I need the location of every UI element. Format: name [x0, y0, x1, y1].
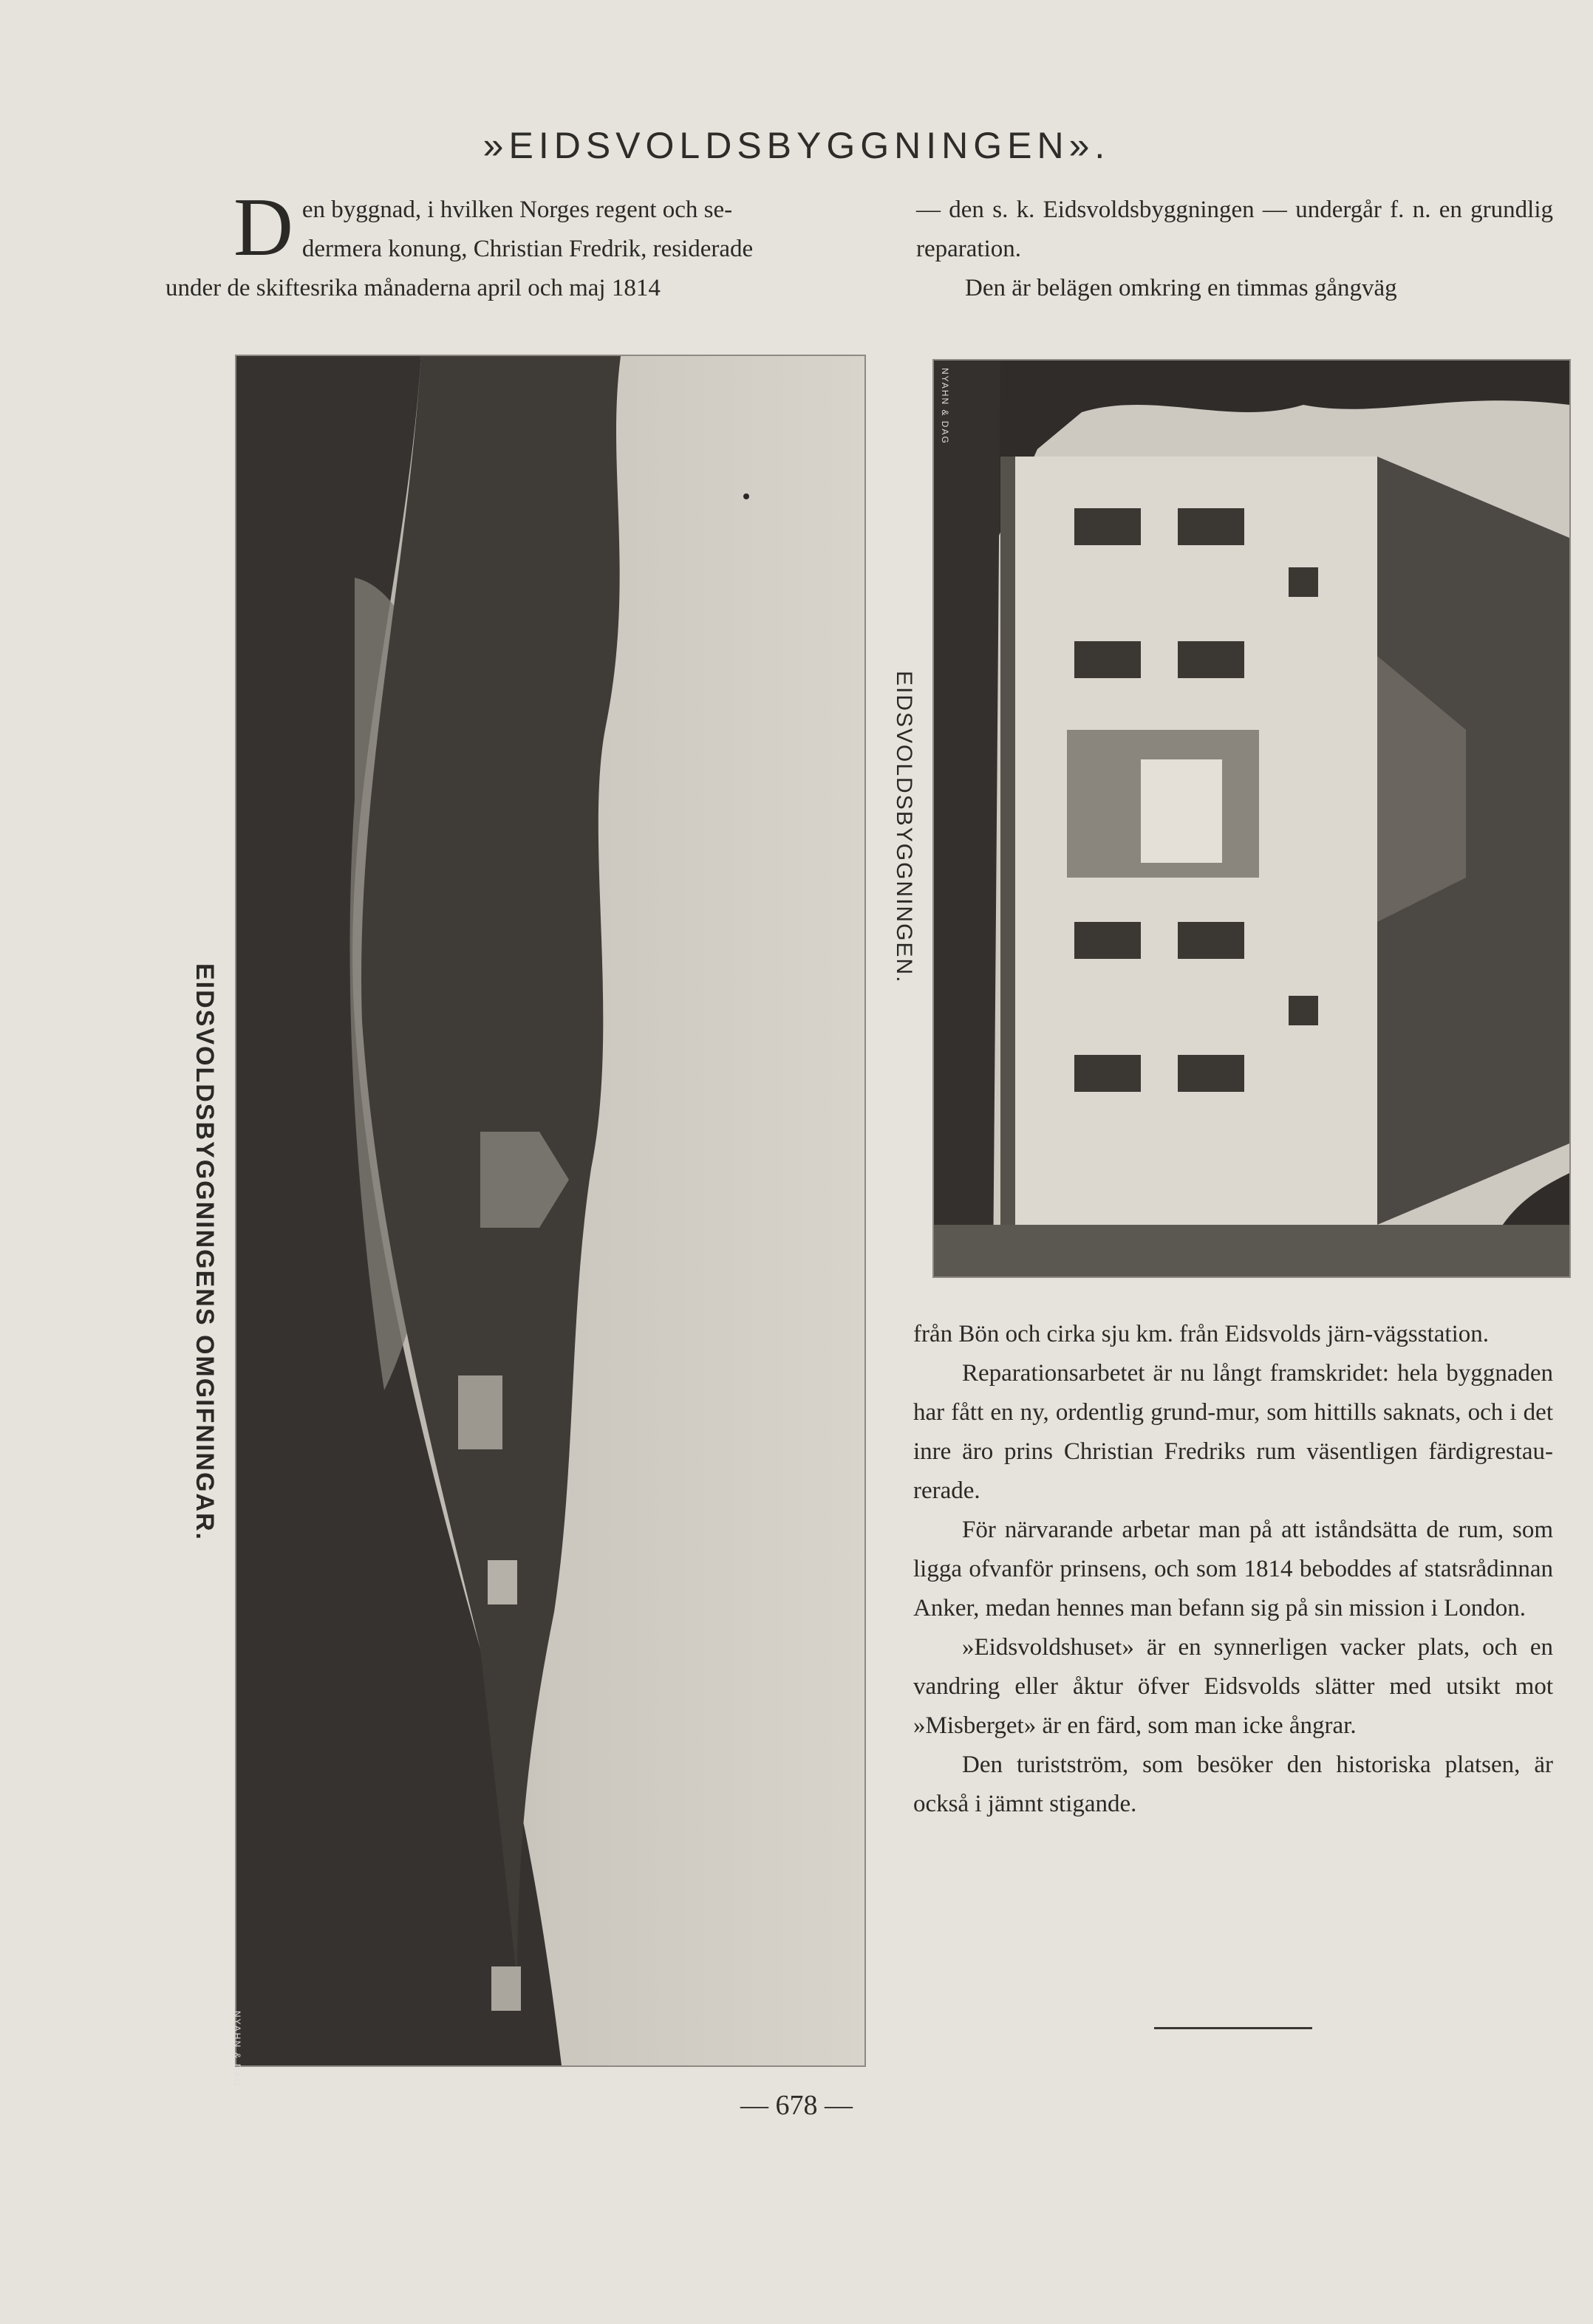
building-photo-image [934, 360, 1569, 1277]
body-paragraph-2: Reparationsarbetet är nu långt framskridet: hela byggnaden har fått en ny, ordentlig grund-mur, som hittills saknats, och i det inre äro prins Christian Fredriks rum väsentligen färdigrestau-rerade. [913, 1360, 1553, 1504]
building-caption: EIDSVOLDSBYGGNINGEN. [892, 671, 916, 984]
intro-left-column [166, 182, 866, 308]
building-photo [932, 359, 1571, 1278]
intro-left-paragraph [166, 182, 866, 308]
intro-right-paragraph-1: — den s. k. Eidsvoldsbyggningen — undergår f. n. en grundlig reparation. [916, 196, 1553, 262]
surroundings-photo-credit: NYAHN & DAG [232, 2011, 242, 2088]
body-paragraph-4: »Eidsvoldshuset» är en synnerligen vacker plats, och en vandring eller åktur öfver Eidsvolds slätter med utsikt mot »Misberget» är en färd, som man icke ångrar. [913, 1634, 1553, 1739]
intro-left-line-3: under de skiftesrika månaderna april och maj 1814 [166, 275, 661, 301]
drop-cap: D [233, 182, 293, 273]
intro-right-column [916, 191, 1553, 308]
body-paragraph-5: Den turistström, som besöker den historiska platsen, är också i jämnt stigande. [913, 1751, 1553, 1817]
surroundings-photo-image [236, 356, 864, 2065]
body-paragraph-3: För närvarande arbetar man på att iståndsätta de rum, som ligga ofvanför prinsens, och som 1814 beboddes af statsrådinnan Anker, medan hennes man befann sig på sin mission i London. [913, 1517, 1553, 1621]
building-photo-credit: NYAHN & DAG [940, 368, 950, 445]
surroundings-caption: EIDSVOLDSBYGGNINGENS OMGIFNINGAR. [191, 963, 219, 1541]
intro-left-line-2: dermera konung, Christian Fredrik, residerade [301, 236, 754, 262]
body-paragraph-1: från Bön och cirka sju km. från Eidsvolds järn-vägsstation. [913, 1321, 1489, 1347]
body-right-column [913, 1315, 1553, 1824]
intro-left-line-1: en byggnad, i hvilken Norges regent och se- [301, 196, 733, 223]
intro-right-paragraph-2: Den är belägen omkring en timmas gångväg [965, 275, 1397, 301]
section-end-rule [1154, 2027, 1312, 2029]
page-number: — 678 — [740, 2090, 853, 2121]
surroundings-photo [232, 355, 866, 2088]
page-title: »EIDSVOLDSBYGGNINGEN». [482, 125, 1111, 166]
